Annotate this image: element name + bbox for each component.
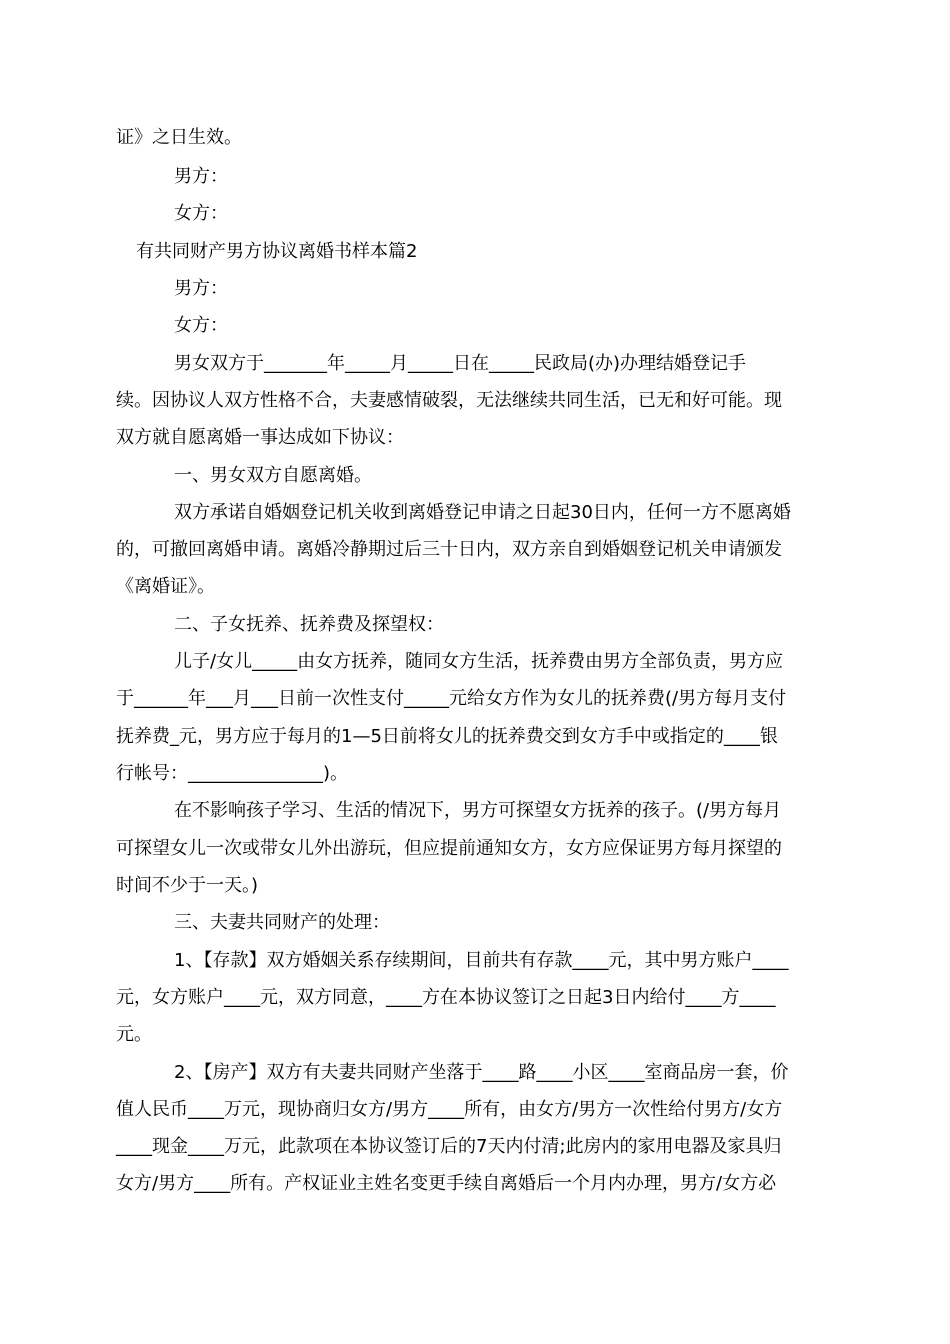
text-line: 值人民币____万元，现协商归女方/男方____所有，由女方/男方一次性给付男方/女方 (116, 1099, 783, 1120)
text-line: 儿子/女儿_____由女方抚养，随同女方生活，抚养费由男方全部负责，男方应 (174, 651, 784, 672)
text-line: 2、【房产】双方有夫妻共同财产坐落于____路____小区____室商品房一套，价 (174, 1062, 789, 1083)
text-line: 男方： (174, 278, 228, 299)
text-line: 在不影响孩子学习、生活的情况下，男方可探望女方抚养的孩子。(/男方每月 (174, 800, 782, 821)
text-line: 元，女方账户____元，双方同意，____方在本协议签订之日起3日内给付____方____ (116, 987, 776, 1008)
clause-heading: 三、夫妻共同财产的处理： (174, 912, 390, 933)
text-line: 双方承诺自婚姻登记机关收到离婚登记申请之日起30日内，任何一方不愿离婚 (174, 502, 791, 523)
clause-heading: 一、男女双方自愿离婚。 (174, 465, 372, 486)
text-line: ____现金____万元，此款项在本协议签订后的7天内付清;此房内的家用电器及家具归 (116, 1136, 782, 1157)
section-title: 有共同财产男方协议离婚书样本篇2 (136, 241, 418, 262)
text-line: 男女双方于_______年_____月_____日在_____民政局(办)办理结婚登记手 (174, 353, 747, 374)
text-line: 时间不少于一天。) (116, 875, 259, 896)
text-line: 的，可撤回离婚申请。离婚冷静期过后三十日内，双方亲自到婚姻登记机关申请颁发 (116, 539, 782, 560)
text-line: 证》之日生效。 (116, 127, 242, 148)
text-line: 续。因协议人双方性格不合，夫妻感情破裂，无法继续共同生活，已无和好可能。现 (116, 390, 782, 411)
text-line: 抚养费_元，男方应于每月的1—5日前将女儿的抚养费交到女方手中或指定的____银 (116, 726, 778, 747)
text-line: 男方： (174, 166, 228, 187)
text-line: 行帐号：_______________)。 (116, 763, 349, 784)
text-line: 女方/男方____所有。产权证业主姓名变更手续自离婚后一个月内办理，男方/女方必 (116, 1173, 777, 1194)
clause-heading: 二、子女抚养、抚养费及探望权： (174, 614, 444, 635)
text-line: 女方： (174, 203, 228, 224)
text-line: 于______年___月___日前一次性支付_____元给女方作为女儿的抚养费(/男方每月支付 (116, 688, 787, 709)
text-line: 可探望女儿一次或带女儿外出游玩，但应提前通知女方，女方应保证男方每月探望的 (116, 838, 782, 859)
text-line: 元。 (116, 1024, 152, 1045)
text-line: 女方： (174, 315, 228, 336)
text-line: 双方就自愿离婚一事达成如下协议： (116, 427, 404, 448)
text-line: 《离婚证》。 (116, 576, 215, 597)
text-line: 1、【存款】双方婚姻关系存续期间，目前共有存款____元，其中男方账户____ (174, 950, 789, 971)
